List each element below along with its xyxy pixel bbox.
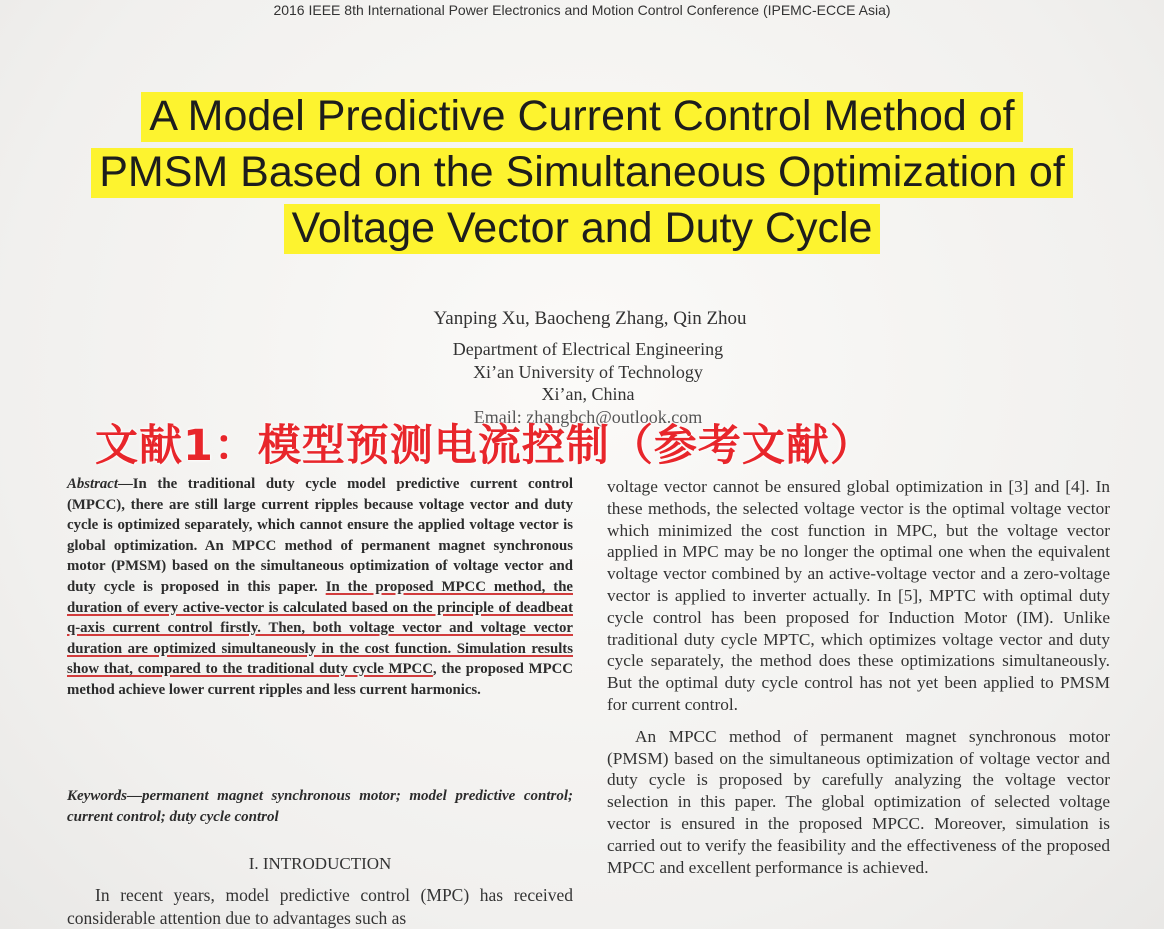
- affiliation-location: Xi’an, China: [541, 384, 635, 404]
- right-column-paragraph-1: voltage vector cannot be ensured global optimization in [3] and [4]. In these methods, the selected voltage vector is the optimal voltage vector which minimized the cost function in MPC, but the voltage vector applied in MPC may be no longer the optimal one when the equivalent voltage vector combined by an active-voltage vector and a zero-voltage vector is applied to inverter actually. In [5], MPTC with optimal duty cycle control has been proposed for Induction Motor (IM). Unlike traditional duty cycle MPTC, which optimizes voltage vector and duty cycle separately, the method does these optimizations simultaneously. But the optimal duty cycle control has not yet been applied to PMSM for current control.: [607, 477, 1110, 714]
- abstract-label: Abstract: [67, 476, 118, 492]
- affiliation-email: Email: zhangbch@outlook.com: [473, 406, 703, 427]
- introduction-text: In recent years, model predictive control (MPC) has received considerable attention due to advantages such as: [67, 885, 573, 928]
- chinese-annotation-caption: 文献1：模型预测电流控制（参考文献）: [95, 421, 874, 471]
- section-heading-introduction: I. INTRODUCTION: [248, 854, 392, 873]
- paper-title: [0, 88, 1164, 256]
- keywords: Keywords—permanent magnet synchronous motor; model predictive control; current control; duty cycle control: [67, 788, 573, 825]
- right-column: [607, 476, 1110, 878]
- affiliation-department: Department of Electrical Engineering: [452, 339, 724, 359]
- title-line: [0, 88, 1164, 144]
- abstract-text-before: —In the traditional duty cycle model predictive current control (MPCC), there are still large current ripples because voltage vector and duty cycle is optimized separately, which cannot ensure the applied voltage vector is global optimization. An MPCC method of permanent magnet synchronous motor (PMSM) based on the simultaneous optimization of voltage vector and duty cycle is proposed in this paper.: [67, 476, 573, 595]
- conference-header: 2016 IEEE 8th International Power Electronics and Motion Control Conference (IPEMC-ECCE Asia): [273, 2, 891, 18]
- title-line-1: A Model Predictive Current Control Method of: [141, 92, 1022, 142]
- title-line-2: PMSM Based on the Simultaneous Optimization of: [91, 148, 1073, 198]
- abstract: [67, 474, 573, 701]
- author-list: Yanping Xu, Baocheng Zhang, Qin Zhou: [433, 308, 747, 329]
- abstract-underlined-text: In the proposed MPCC method, the duration of every active-vector is calculated based on the principle of deadbeat q-axis current control firstly. Then, both voltage vector and voltage vector duration are optimized simultaneously in the cost function. Simulation results show that, compared to the traditional duty cycle MPCC: [67, 578, 573, 678]
- title-line-3: Voltage Vector and Duty Cycle: [284, 204, 881, 254]
- affiliation-university: Xi’an University of Technology: [473, 361, 703, 382]
- right-column-paragraph-2: An MPCC method of permanent magnet synchronous motor (PMSM) based on the simultaneous optimization of voltage vector and duty cycle is proposed by carefully analyzing the voltage vector selection in this paper. The global optimization of selected voltage vector is ensured in the proposed MPCC. Moreover, simulation is carried out to verify the feasibility and the effectiveness of the proposed MPCC and excellent performance is achieved.: [607, 726, 1110, 877]
- abstract-text-after: , the proposed MPCC method achieve lower current ripples and less current harmonics.: [67, 661, 573, 698]
- title-line: [0, 144, 1164, 200]
- title-line: [0, 200, 1164, 256]
